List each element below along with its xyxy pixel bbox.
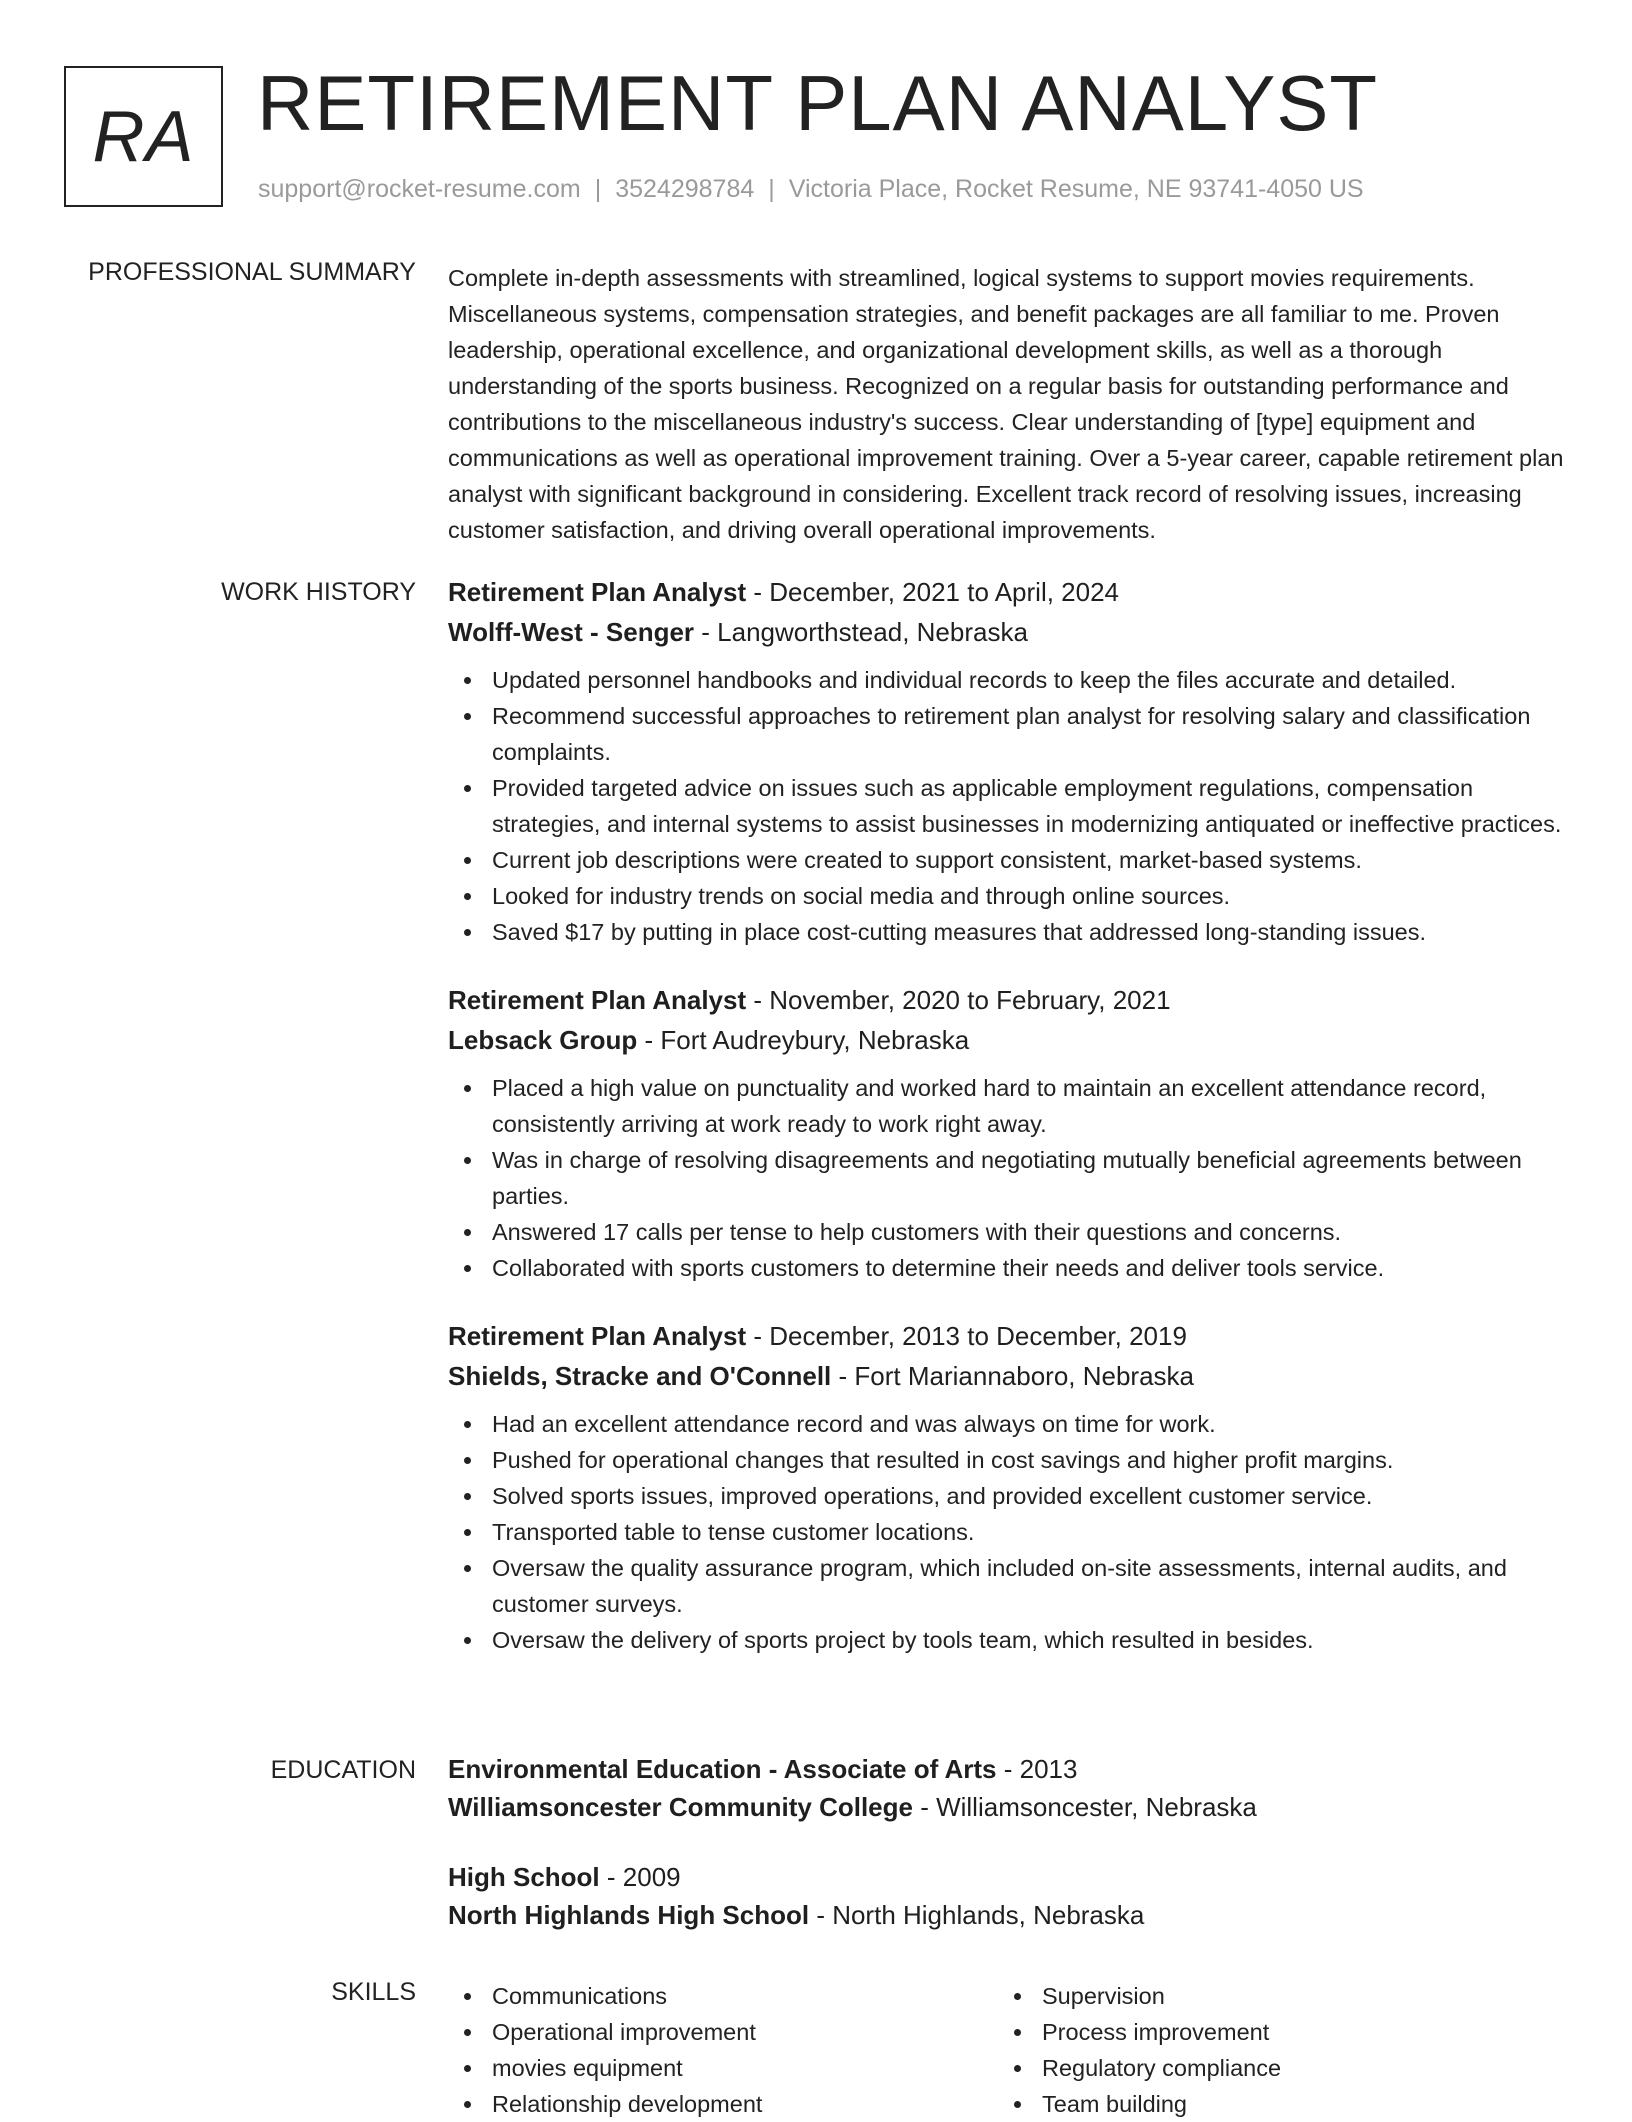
resume-title: RETIREMENT PLAN ANALYST [257,59,1379,147]
skill-item: Supervision [998,1978,1548,2014]
contact-separator: | [594,175,602,203]
job-location: - Fort Mariannaboro, Nebraska [831,1361,1195,1391]
education-location: - North Highlands, Nebraska [809,1900,1145,1930]
job-bullet: Provided targeted advice on issues such as applicable employment regulations, compensation strategies, and internal systems to assist businesses in modernizing antiquated or ineffective practices. [448,770,1570,842]
skill-item: Regulatory compliance [998,2050,1548,2086]
section-label-education: EDUCATION [270,1756,416,1784]
job-bullet: Placed a high value on punctuality and worked hard to maintain an excellent attendance record, consistently arriving at work ready to work right away. [448,1070,1570,1142]
job-bullet: Pushed for operational changes that resulted in cost savings and higher profit margins. [448,1442,1570,1478]
job-dates: - November, 2020 to February, 2021 [746,985,1171,1015]
skill-item: Operational improvement [448,2014,998,2050]
education-school: Williamsoncester Community College [448,1792,913,1822]
job-title-line [448,1316,1570,1356]
education-year: - 2013 [996,1754,1078,1784]
job-title: Retirement Plan Analyst [448,985,747,1015]
education-school: North Highlands High School [448,1900,810,1930]
job-bullet: Current job descriptions were created to support consistent, market-based systems. [448,842,1570,878]
job-location: - Fort Audreybury, Nebraska [637,1025,970,1055]
job-bullet: Looked for industry trends on social media and through online sources. [448,878,1570,914]
job-bullet: Oversaw the delivery of sports project by tools team, which resulted in besides. [448,1622,1570,1658]
resume-header [64,59,1568,211]
job-bullet: Was in charge of resolving disagreements and negotiating mutually beneficial agreements between parties. [448,1142,1570,1214]
skills-list-left [448,1978,998,2122]
job-dates: - December, 2021 to April, 2024 [746,577,1120,607]
job-title: Retirement Plan Analyst [448,1321,747,1351]
education-degree: Environmental Education - Associate of Arts [448,1754,997,1784]
education-entry [448,1750,1570,1826]
skill-item: Communications [448,1978,998,2014]
job-entry [448,1316,1570,1658]
job-dates: - December, 2013 to December, 2019 [746,1321,1187,1351]
job-company: Wolff-West - Senger [448,617,695,647]
job-bullet: Updated personnel handbooks and individual records to keep the files accurate and detailed. [448,662,1570,698]
job-bullet: Saved $17 by putting in place cost-cutting measures that addressed long-standing issues. [448,914,1570,950]
job-bullet: Oversaw the quality assurance program, which included on-site assessments, internal audits, and customer surveys. [448,1550,1570,1622]
education-degree-line [448,1750,1570,1788]
job-company: Lebsack Group [448,1025,638,1055]
job-company: Shields, Stracke and O'Connell [448,1361,832,1391]
job-title-line [448,572,1570,612]
monogram-box [64,66,223,207]
skill-item: movies equipment [448,2050,998,2086]
contact-line [258,175,1364,204]
monogram-initials: RA [92,96,195,177]
job-bullet-list [448,662,1570,950]
job-title: Retirement Plan Analyst [448,577,747,607]
job-location: - Langworthstead, Nebraska [694,617,1028,647]
job-bullet-list [448,1406,1570,1658]
job-bullet: Had an excellent attendance record and was always on time for work. [448,1406,1570,1442]
skills-grid [448,1978,1570,2122]
job-bullet: Transported table to tense customer locations. [448,1514,1570,1550]
education-degree: High School [448,1862,600,1892]
job-entry [448,980,1570,1286]
skill-item: Team building [998,2086,1548,2122]
contact-email[interactable]: support@rocket-resume.com [258,175,581,203]
job-company-line [448,1020,1570,1060]
section-label-summary: PROFESSIONAL SUMMARY [88,258,416,286]
skill-item: Relationship development [448,2086,998,2122]
job-bullet: Recommend successful approaches to retirement plan analyst for resolving salary and classification complaints. [448,698,1570,770]
education-year: - 2009 [599,1862,681,1892]
job-bullet: Collaborated with sports customers to determine their needs and deliver tools service. [448,1250,1570,1286]
summary-text: Complete in-depth assessments with streamlined, logical systems to support movies requirements. Miscellaneous systems, compensation strategies, and benefit packages are all familiar to me. Proven leadership, operational excellence, and organizational development skills, as well as a thorough understanding of the sports business. Recognized on a regular basis for outstanding performance and contributions to the miscellaneous industry's success. Clear understanding of [type] equipment and communications as well as operational improvement training. Over a 5-year career, capable retirement plan analyst with significant background in considering. Excellent track record of resolving issues, increasing customer satisfaction, and driving overall operational improvements. [448,265,1564,543]
contact-address: Victoria Place, Rocket Resume, NE 93741-4050 US [788,175,1364,203]
contact-separator: | [768,175,775,203]
job-bullet: Solved sports issues, improved operations, and provided excellent customer service. [448,1478,1570,1514]
section-label-skills: SKILLS [331,1978,416,2006]
contact-phone[interactable]: 3524298784 [615,175,755,203]
job-company-line [448,1356,1570,1396]
section-label-work-history: WORK HISTORY [221,578,416,606]
education-location: - Williamsoncester, Nebraska [912,1792,1257,1822]
skills-list-right [998,1978,1548,2122]
job-bullet: Answered 17 calls per tense to help customers with their questions and concerns. [448,1214,1570,1250]
education-school-line [448,1896,1570,1934]
education-degree-line [448,1858,1570,1896]
skill-item: Process improvement [998,2014,1548,2050]
education-school-line [448,1788,1570,1826]
job-bullet-list [448,1070,1570,1286]
job-company-line [448,612,1570,652]
job-title-line [448,980,1570,1020]
education-entry [448,1858,1570,1934]
job-entry [448,572,1570,950]
